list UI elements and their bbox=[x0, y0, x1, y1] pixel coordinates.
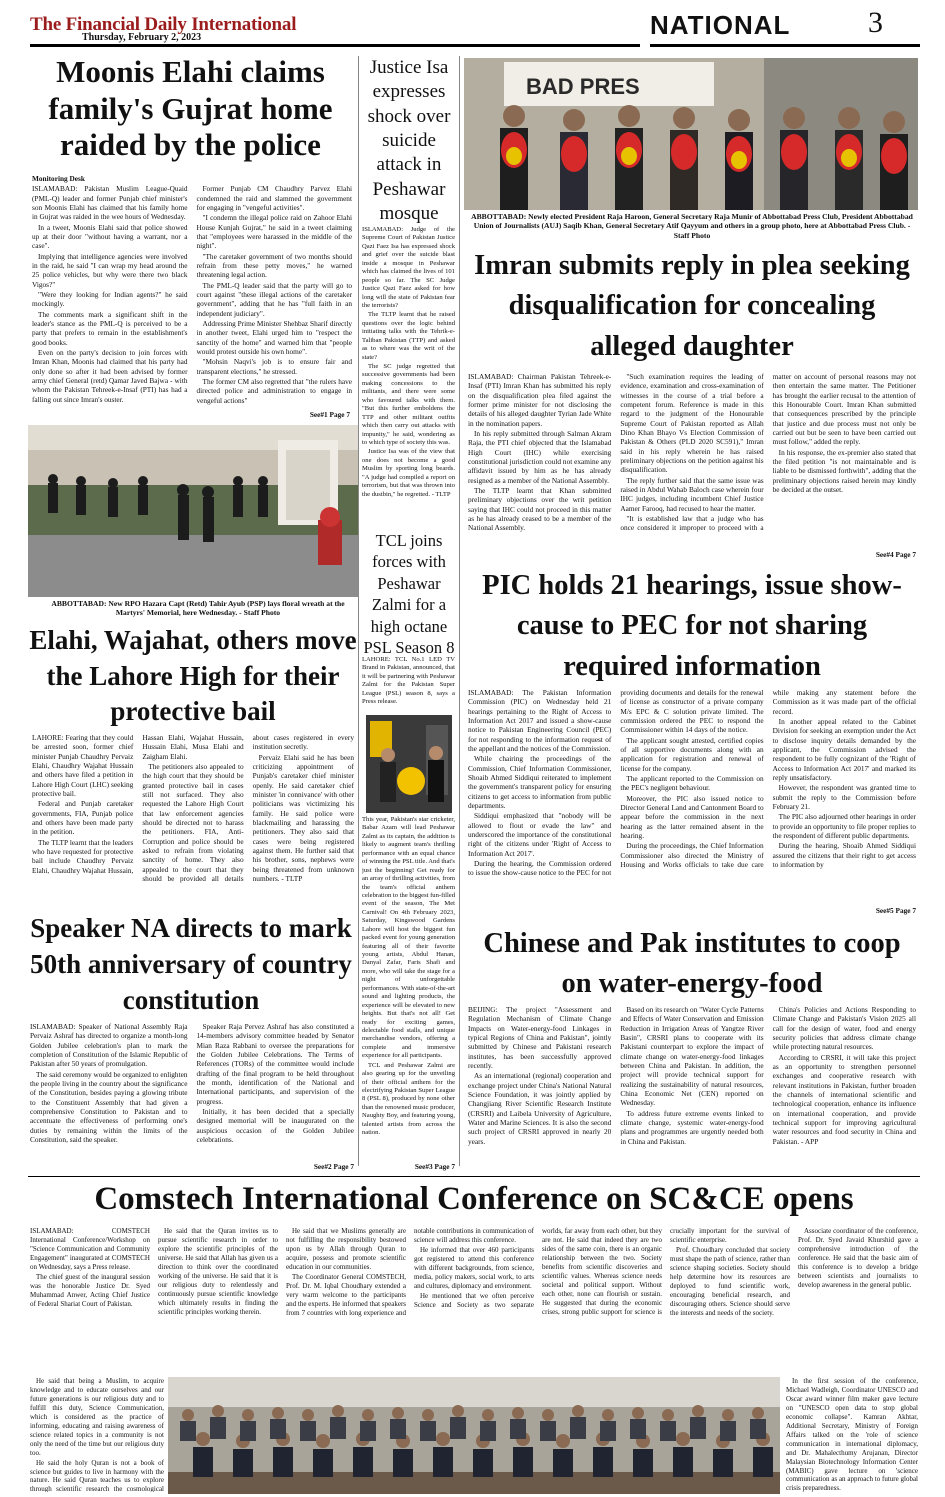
paragraph: He said the holy Quran is not a book of science but guides to live in harmony with the nature. He said Quran teaches us to explore through scientific research the cosmological bbox=[30, 1458, 164, 1492]
story5-intro bbox=[362, 656, 455, 713]
paragraph: Addressing Prime Minister Shehbaz Sharif directly in another tweet, Elahi urged him to "respect the sanctity of the home" and warned him that "people would protest outside his own home". bbox=[196, 318, 352, 356]
masthead-title: The Financial Daily International bbox=[30, 14, 297, 35]
story5-see-more[interactable]: See#3 Page 7 bbox=[414, 1162, 455, 1171]
story6-headline: Imran submits reply in plea seeking disqualification for concealing alleged daughter bbox=[474, 250, 910, 362]
paragraph: Based on its research on "Water Cycle Patterns and Effects of Water Conservation and Emission Reduction in Irrigation Areas of Yangtze River Basin", CRSRI plans to cooperate with its Pakistani counterpart to explore the impact of climate change on water-energy-food linkages between China and Pakistan. In addition, the project will provide technical support for realizing the sustainability of natural resources, China Economic Net (CEN) reported on Wednesday. bbox=[620, 1005, 764, 1108]
paragraph: Associate coordinator of the conference, Prof. Dr. Syed Javaid Khurshid gave a comprehensive introduction of the conference. He said that the basic aim of this conference is to develop a bridge between scientists and journalists to develop awareness in the general public. bbox=[798, 1227, 918, 1289]
paragraph: During the proceedings, the Chief Information Commissioner also directed the Ministry of Housing and Works officials to take due care while making any statement before the Commission as it was made part of the official record. bbox=[620, 688, 916, 869]
paragraph: The reply further said that the same issue was raised in Abdul Wahab Baloch case wherein four IHC judges, including incumbent Chief Justice Aamer Farooq, had recused to hear the matter. bbox=[620, 475, 764, 513]
paragraph: BEIJING: The project "Assessment and Regulation Mechanism of Climate Change Impacts on Water-energy-food Linkages in typical Regions of China and Pakistan", jointly submitted by Chinese and Pakistani research institutes, has been successfully approved recently. bbox=[468, 1005, 612, 1070]
paragraph: ISLAMABAD: Judge of the Supreme Court of Pakistan Justice Qazi Faez Isa has expressed shock and grief over the suicide blast inside a mosque in Peshawar which has claimed the lives of 101 people so far. The SC Judge Justice Qazi Faez asked for how long will the state of Pakistan fear the terrorists? bbox=[362, 226, 455, 309]
paragraph: ISLAMABAD: Chairman Pakistan Tehreek-e-Insaf (PTI) Imran Khan has submitted his reply on the disqualification plea filed against the former prime minister for not disclosing the details of his alleged daughter Tyrian Jade White in the nomination papers. bbox=[468, 372, 612, 428]
story4-body bbox=[362, 226, 455, 526]
paragraph: To address future extreme events linked to climate change, systemic water-energy-food plans and programmes are urgently needed both in China and Pakistan. bbox=[620, 1108, 764, 1146]
paragraph: Initially, it has been decided that a specially designed memorial will be inaugurated on the auspicious occasion of the Golden Jubilee celebrations. bbox=[196, 1106, 354, 1144]
conference-group-photo bbox=[168, 1377, 780, 1494]
paragraph: The said ceremony would be organized to enlighten the people living in the country about the significance of the Constitution, besides paying a glowing tribute to the Constituent Assembly that had given a comprehensive Constitution to Pakistan and to accentuate the effectiveness of performing one's duties by remaining within the limits of the Constitution, said the speaker. bbox=[30, 1069, 188, 1144]
paragraph: However, the respondent was granted time to submit the reply to the Commission before February 21. bbox=[772, 783, 916, 811]
paragraph: The chief guest of the inaugural session was the honorable Justice Dr. Syed Muhammad Anwer, Acting Chief Justice of Federal Shariat Court of Pakistan. bbox=[30, 1272, 150, 1308]
story9-body-left bbox=[30, 1377, 164, 1492]
paragraph: In the first session of the conference, Michael Wadleigh, Coordinator UNESCO and Oscar award winner film maker gave lecture on "UNESCO open data to stop global economic collapse". Kamran Akhtar, Additional Secretary, Ministry of Foreign Affairs talked on the 'role of science communication in international diplomacy, and Dr. Mahalecthumy Arujanan, Director Malaysian Biotechnology Information Center (MABIC) gave lecture on 'science communication as an approach to future global crisis preparedness. bbox=[786, 1377, 918, 1492]
paragraph: The applicant reported to the Commission on the PEC's negligent behaviour. bbox=[620, 773, 764, 793]
story4-headline: Justice Isa expresses shock over suicide attack in Peshawar mosque bbox=[367, 57, 451, 224]
masthead-rule bbox=[30, 44, 640, 47]
paragraph: ISLAMABAD: COMSTECH International Conference/Workshop on "Science Communication and Community Engagement" inaugurated at COMSTECH on Wednesday, says a Press release. bbox=[30, 1227, 150, 1271]
paragraph: The comments mark a significant shift in the leader's stance as the PML-Q is perceived to be a party that prefers to remain in the establishment's good books. bbox=[32, 309, 188, 347]
paragraph: "Such examination requires the leading of evidence, examination and cross-examination of witnesses in the course of a trial before a competent forum. Reference is made in this regard to the judgment of the Honourable Supreme Court of Pakistan reported as Allah Dino Khan Bhayo Vs Election Commission of Pakistan & Others (PLD 2020 SC591)," Imran said in his reply wherein he has raised preliminary objections on the petition against his disqualification. bbox=[620, 372, 764, 475]
story6-body bbox=[468, 372, 916, 562]
press-club-banner: BAD PRES bbox=[526, 74, 640, 99]
press-club-illustration bbox=[464, 58, 918, 210]
paragraph: ISLAMABAD: Speaker of National Assembly Raja Pervaiz Ashraf has directed to organize a month-long Golden Jubilee celebration's plan to mark the completion of Constitution of the Islamic Republic of Pakistan after 50 years of promulgation. bbox=[30, 1022, 188, 1069]
story1-headline: Moonis Elahi claims family's Gujrat home raided by the police bbox=[48, 54, 333, 163]
paragraph: According to CRSRI, it will take this project as an opportunity to strengthen personnel exchanges and cooperative research with relevant institutions in Pakistan, further broaden the channels of international scientific and technological cooperation, enhance its influence on international cooperation, and provide technical support for improving agricultural water resources and food security in China and Pakistan. - APP bbox=[772, 1052, 916, 1146]
story8-headline: Chinese and Pak institutes to coop on water-energy-food bbox=[483, 928, 901, 1000]
story1-body bbox=[32, 174, 352, 422]
paragraph: ISLAMABAD: The Pakistan Information Commission (PIC) on Wednesday held 21 hearings pertaining to the Right of Access to Information Act 2017 and issued a show-cause notice to Pakistan Engineering Council (PEC) for not responding to the information request of the appellant and the notices of the Commission. bbox=[468, 688, 612, 753]
press-club-caption: ABBOTTABAD: Newly elected President Raja Haroon, General Secretary Raja Munir of Abbottabad Press Club, President Abbottabad Union of Journalists (AUJ) Saqib Khan, General Secretary Atif Qayyum and others in a group photo, here at Abbottabad Press Club. - Staff Photo bbox=[471, 212, 913, 240]
story2-headline: Elahi, Wajahat, others move the Lahore High for their protective bail bbox=[29, 625, 357, 727]
paragraph: This year, Pakistan's star cricketer, Babar Azam will lead Peshawar Zalmi as its captain, the addition is likely to augment team's thrilling performance with an equal chance of winning the PSL title. And that's just the beginning! Get ready for an array of thrilling activities, from the team's official anthem celebration to the biggest fun-filled event of the season, The Met Carnival! On 4th February 2023, Saturday, Kingswood Gardens Lahore will host the biggest fun packed event for young generation featuring all of their favorite young artists, Abdul Hanan, Danyal Zafar, Faris Shafi and more, who will take the stage for a night of unforgettable performances. With state-of-the-art sound and lighting products, the experience will be elevated to new heights. But that's not all! Get ready for exciting games, delectable food stalls, and unique merchandise vendors, offering a complete and immersive experience for all participants. bbox=[362, 816, 455, 1060]
paragraph: ISLAMABAD: Pakistan Muslim League-Quaid (PML-Q) leader and former Punjab chief minister's son Moonis Elahi has claimed that his family home in Gujrat was raided in the wee hours of Wednesday. bbox=[32, 184, 188, 222]
paragraph: The PML-Q leader said that the party will go to court against "these illegal actions of the caretaker government", adding that he has "full faith in an independent judiciary". bbox=[196, 280, 352, 318]
section-rule bbox=[650, 44, 920, 47]
paragraph: He mentioned that we often perceive Science and Society as two separate worlds, far away from each other, but they are not. He said that indeed they are two sides of the same coin, there is an organic relationship between the two. Society benefits from scientific discoveries and scientific values. Whereas science needs societal and political support. Without each other, none can flourish or sustain. He suggested that during the economic crises, strong public support for science is crucially important for the survival of scientific enterprise. bbox=[414, 1227, 790, 1316]
story7-headline: PIC holds 21 hearings, issue show-cause to PEC for not sharing required information bbox=[482, 570, 902, 682]
paragraph: He informed that over 460 participants got registered to attend this conference with different backgrounds, from science, media, policy makers, social work, to arts and cultures, diplomacy and environment. bbox=[414, 1245, 534, 1290]
paragraph: Moreover, the PIC also issued notice to Director General Land and Cantonment Board to appear before the commission in the next hearing as the latter remained absent in the hearing. bbox=[620, 793, 764, 840]
story7-body bbox=[468, 688, 916, 918]
story3-headline: Speaker NA directs to mark 50th anniversary of country constitution bbox=[30, 913, 352, 1016]
paragraph: He said that being a Muslim, to acquire knowledge and to educate ourselves and our future generations is our religious duty and to fulfill this duty, Science Communication, which is considered as the practice of informing, educating and raising awareness of science related topics in a community is not only the need of the time but our religious duty too. bbox=[30, 1377, 164, 1457]
story3-body bbox=[30, 1022, 354, 1162]
paragraph: "It is established law that a judge who has once considered it improper to proceed with a matter on account of personal reasons may not then entertain the same matter. The Petitioner has brought the earlier recusal to the attention of this Honourable Court. Imran Khan submitted that consequences prescribed by the principle that justice and due process must not only be carried out but be seen to have been carried out must follow," added the reply. bbox=[620, 372, 916, 533]
paragraph: In another appeal related to the Cabinet Division for seeking an exemption under the Act to disclose inquiry details demanded by the applicant, the Commission advised the respondent to be fully cognizant of the 'Right of Access to Information Act 2017' and marked its reply unsatisfactory. bbox=[772, 716, 916, 782]
story9-headline: Comstech International Conference on SC&CE opens bbox=[94, 1181, 854, 1217]
section-name: NATIONAL bbox=[650, 10, 791, 40]
paragraph: Speaker Raja Pervez Ashraf has also constituted a 14-members advisory committee headed by Senator Mian Raza Rabbani to oversee the preparations for the Golden Jubilee Celebrations. The Terms of References (TORs) of the committee would include drafting of the final program to be held throughout the month, identification of the National and International participants, and supervision of the progress. bbox=[196, 1022, 354, 1106]
story2-body bbox=[32, 733, 354, 913]
paragraph: TCL and Peshawar Zalmi are also gearing up for the unveiling of their official anthem for the electrifying Pakistan Super League 8 (PSL 8), produced by none other than the renowned music producer, Naughty Boy, and featuring young, talented artists from across the nation. bbox=[362, 1061, 455, 1137]
paragraph: In a tweet, Moonis Elahi said that police showed up at their door "without having a warrant, nor a case". bbox=[32, 222, 188, 251]
wreath-ceremony-photo bbox=[28, 425, 358, 597]
paragraph: China's Policies and Actions Responding to Climate Change and Pakistan's Vision 2025 all call for the design of water, food and energy security policies that address climate change while protecting natural resources. bbox=[772, 1005, 916, 1052]
paragraph: Federal and Punjab caretaker governments, FIA, Punjab police and others have been made party in the petition. bbox=[32, 799, 134, 837]
wreath-ceremony-illustration bbox=[28, 425, 358, 597]
story5-headline: TCL joins forces with Peshawar Zalmi for a high octane PSL Season 8 bbox=[363, 531, 455, 658]
paragraph: He said that we Muslims generally are not fulfilling the responsibility bestowed upon us by Allah through Quran to acquire, possess and promote scientific education in our communities. bbox=[286, 1227, 406, 1271]
paragraph: "The caretaker government of two months should refrain from these petty moves," he warned threatening legal action. bbox=[196, 251, 352, 280]
paragraph: While chairing the proceedings of the Commission, Chief Information Commissioner, Shoaib Ahmed Siddiqui reiterated to implement the government's transparent policy for ensuring citizens to get access to information from public departments. bbox=[468, 754, 612, 810]
paragraph: The TLTP learnt that he raised questions over the logic behind initiating talks with the Tehrik-e-Taliban Pakistan (TTP) and asked as to where was the writ of the state? bbox=[362, 311, 455, 361]
paragraph: The TLTP learnt that the leaders who have requested for protective bail include Chaudhry Pervaiz Elahi, Chaudhry Wajahat Hussain, Hassan Elahi, Wajahat Hussain, Hussain Elahi, Musa Elahi and Zaigham Elahi. bbox=[32, 733, 244, 875]
paragraph: The former CM also regretted that "the rulers have directed police and administration to engage in vengeful actions" bbox=[196, 376, 352, 405]
paragraph: Prof. Choudhary concluded that society must shape the path of science, rather than science shaping societies. Society should help determine how its resources are deployed to fund scientific work, encouraging beneficial research, and discouraging others. Science should serve the interests and needs of the society. bbox=[670, 1245, 790, 1317]
paragraph: Pervaiz Elahi said he has been criticizing appointment of Punjab's caretaker chief minister openly. He said caretaker chief minister 'in connivance' with other politicians was victimizing his family. He said police were blackmailing and harassing the petitioners. They also said that cases were being registered against them. He further said that his brother, sons, nephews were being threatened from unknown numbers. - TLTP bbox=[252, 752, 354, 883]
paragraph: "I condemn the illegal police raid on Zahoor Elahi House Kunjah Gujrat," he said in a tweet claiming that "employees were harassed in the middle of the night". bbox=[196, 213, 352, 251]
wreath-photo-caption: ABBOTTABAD: New RPO Hazara Capt (Retd) Tahir Ayub (PSP) lays floral wreath at the Martyrs' Memorial, here Wednesday. - Staff Photo bbox=[51, 599, 345, 618]
paragraph: The Coordinator General COMSTECH, Prof. Dr. M. Iqbal Choudhary extended a very warm welcome to the participants and the experts. He informed that speakers from 7 countries with long experience and notable contributions in communication of science will address this conference. bbox=[286, 1227, 534, 1317]
story8-body bbox=[468, 1005, 916, 1175]
paragraph: The petitioners also appealed to the high court that they should be granted protective bail in cases still not surfaced. They also requested the Lahore High Court that law enforcement agencies should be directed not to harass the petitioners. FIA, Anti-Corruption and police should be asked to refrain from violating sanctity of home. They also appealed to the court that they should be provided all details about cases registered in every institution secretly. bbox=[142, 733, 354, 883]
story1-columns bbox=[32, 184, 352, 420]
story9-body-right bbox=[786, 1377, 918, 1492]
paragraph: LAHORE: Fearing that they could be arrested soon, former chief minister Punjab Chaudhry Pervaiz Elahi, Chaudhry Wajahat Hussain and others have filed a petition in Lahore High Court (LHC) seeking protective bail. bbox=[32, 733, 134, 798]
paragraph: The SC judge regretted that successive governments had been making concessions to the militants, and there were some who favoured talks with them. "But this further emboldens the TTP and other militant outfits which then carry out attacks with impunity," he said, wondering as to which type of society this was. bbox=[362, 363, 455, 446]
story1-byline: Monitoring Desk bbox=[32, 174, 85, 183]
tcl-zalmi-photo bbox=[366, 715, 452, 813]
conference-group-illustration bbox=[168, 1377, 780, 1494]
paragraph: Even on the party's decision to join forces with Imran Khan, Moonis had claimed that his party had only done so after it had been advised by former army chief General (retd) Qamar Javed Bajwa - with whom the Pakistan Tehreek-e-Insaf (PTI) has had a falling out since Imran's ouster. bbox=[32, 347, 188, 404]
column-rule-right bbox=[459, 56, 460, 1166]
story9-body-top bbox=[30, 1227, 918, 1375]
paragraph: During the hearing, the Commission ordered to issue the show-cause notice to the PEC for not providing documents and details for the renewal of license as constructor of a private company M/s EPC & C solution private limited. The commission ordered the PEC to respond the Commissioner within 14 days of the notice. bbox=[468, 688, 764, 878]
paragraph: Justice Isa was of the view that one does not become a good Muslim by sporting long beards. "A judge had compiled a report on terrorism, but that was thrown into the dustbin," he regretted. - TLTP bbox=[362, 448, 455, 498]
paragraph: "Were they looking for Indian agents?" he said mockingly. bbox=[32, 289, 188, 309]
paragraph: In his reply submitted through Salman Akram Raja, the PTI chief objected that the Islamabad High Court (IHC) while exercising constitutional jurisdiction could not examine any affidavit issued by him as he has already resigned as a member of the National Assembly. bbox=[468, 428, 612, 485]
story7-see-more[interactable]: See#5 Page 7 bbox=[875, 906, 916, 915]
story3-see-more[interactable]: See#2 Page 7 bbox=[313, 1162, 354, 1171]
story6-see-more[interactable]: See#4 Page 7 bbox=[875, 550, 916, 559]
paragraph: Siddiqui emphasized that "nobody will be allowed to flout or evade the law" and underscored the importance of the constitutional right of the citizens under 'Right of Access to Information Act 2017'. bbox=[468, 811, 612, 858]
paragraph: In his response, the ex-premier also stated that the filed petition "is not maintainable and is liable to be dismissed forthwith", adding that the preliminary objections raised herein may kindly be decided at the outset. bbox=[772, 447, 916, 494]
masthead-date: Thursday, February 2, 2023 bbox=[82, 32, 202, 43]
paragraph: LAHORE: TCL No.1 LED TV Brand in Pakistan, announced, that it will be partnering with Peshawar Zalmi for the Pakistan Super League (PSL) season 8, says a Press release. bbox=[362, 656, 455, 706]
paragraph: Former Punjab CM Chaudhry Parvez Elahi condemned the raid and slammed the government for engaging in "vengeful activities". bbox=[196, 184, 352, 212]
paragraph: The applicant sought attested, certified copies of all supportive documents along with an application for registration and renewal of license for the company. bbox=[620, 735, 764, 773]
press-club-photo bbox=[464, 58, 918, 210]
story1-see-more[interactable]: See#1 Page 7 bbox=[250, 410, 350, 419]
paragraph: As an international (regional) cooperation and exchange project under China's National Natural Science Foundation, it was jointly applied by Changjiang River Scientific Research Institute (CRSRI) and Laibela University of Agriculture, Water and Marine Sciences. It is also the second such project of CRSRI approved in nearly 20 years. bbox=[468, 1071, 612, 1146]
bottom-divider bbox=[28, 1176, 920, 1177]
paragraph: Implying that intelligence agencies were involved in the raid, he said "I can wrap my head around the 25 police vehicles, but why were there two black Vigos?" bbox=[32, 251, 188, 289]
page-number: 3 bbox=[868, 6, 883, 39]
tcl-zalmi-illustration bbox=[366, 715, 452, 813]
story5-body bbox=[362, 816, 455, 1162]
paragraph: The TLTP learnt that Khan submitted preliminary objections over the writ petition saying that IHC could not proceed in this matter as he has already ceased to be a member of the National Assembly. bbox=[468, 485, 612, 533]
paragraph: He said that the Quran invites us to pursue scientific research in order to explore the scientific principles of the universe. He said that Allah has given us a direction to think over the coordinated working of the universe. He said that it is our religious duty to relentlessly and continuously pursue scientific knowledge which ultimately results in finding the scientific principles working therein. bbox=[158, 1227, 278, 1316]
paragraph: "Mohsin Naqvi's job is to ensure fair and transparent elections," he stressed. bbox=[196, 357, 352, 376]
paragraph: During the hearing, Shoaib Ahmed Siddiqui assured the citizens that their right to get access to information by bbox=[772, 841, 916, 869]
column-rule-left bbox=[358, 56, 359, 1166]
paragraph: The PIC also adjourned other hearings in order to provide an opportunity to file proper replies to the respondent of different public departments. bbox=[772, 812, 916, 840]
